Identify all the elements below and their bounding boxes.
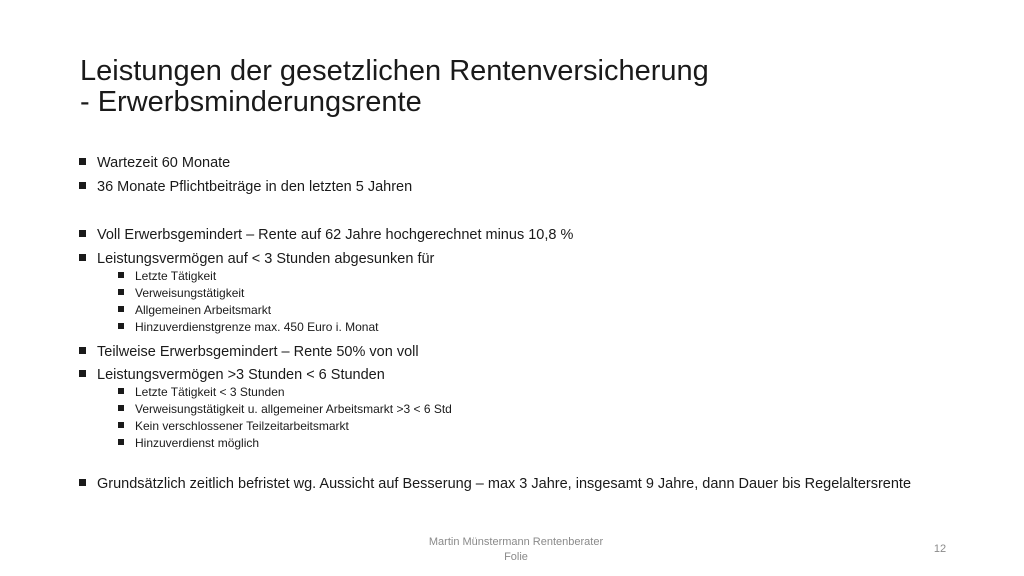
footer-label: Folie <box>504 551 528 563</box>
sub-list-item-text: Letzte Tätigkeit < 3 Stunden <box>135 385 285 399</box>
square-bullet-icon <box>79 254 86 261</box>
list-item-text: Voll Erwerbsgemindert – Rente auf 62 Jahre hochgerechnet minus 10,8 % <box>97 227 574 243</box>
sub-list-item-text: Letzte Tätigkeit <box>135 269 217 283</box>
square-bullet-icon <box>118 323 124 329</box>
square-bullet-icon <box>79 370 86 377</box>
sub-list-item-text: Hinzuverdienst möglich <box>135 436 260 450</box>
sub-list-item-text: Verweisungstätigkeit <box>135 286 245 300</box>
sub-list-item-text: Hinzuverdienstgrenze max. 450 Euro i. Monat <box>135 320 379 334</box>
list-item-text: Grundsätzlich zeitlich befristet wg. Aussicht auf Besserung – max 3 Jahre, insgesamt 9 Jahre, dann Dauer bis Regelaltersrente <box>97 476 912 492</box>
square-bullet-icon <box>118 439 124 445</box>
slide-title-line-1: Leistungen der gesetzlichen Rentenversicherung <box>80 55 709 87</box>
sub-list-item-text: Allgemeinen Arbeitsmarkt <box>135 303 272 317</box>
sub-list-item-text: Kein verschlossener Teilzeitarbeitsmarkt <box>135 419 349 433</box>
square-bullet-icon <box>118 405 124 411</box>
square-bullet-icon <box>79 182 86 189</box>
square-bullet-icon <box>118 422 124 428</box>
square-bullet-icon <box>79 158 86 165</box>
sub-list-item-text: Verweisungstätigkeit u. allgemeiner Arbeitsmarkt >3 < 6 Std <box>135 402 452 416</box>
list-item-text: 36 Monate Pflichtbeiträge in den letzten 5 Jahren <box>97 179 413 195</box>
list-item-text: Leistungsvermögen >3 Stunden < 6 Stunden <box>97 367 385 383</box>
page-number: 12 <box>933 543 947 555</box>
square-bullet-icon <box>79 479 86 486</box>
square-bullet-icon <box>79 347 86 354</box>
list-item-text: Leistungsvermögen auf < 3 Stunden abgesunken für <box>97 251 435 267</box>
slide-title-line-2: - Erwerbsminderungsrente <box>80 86 422 118</box>
list-item-text: Wartezeit 60 Monate <box>97 155 231 171</box>
footer <box>400 535 632 565</box>
footer-author: Martin Münstermann Rentenberater <box>428 536 604 548</box>
square-bullet-icon <box>118 306 124 312</box>
square-bullet-icon <box>118 289 124 295</box>
square-bullet-icon <box>79 230 86 237</box>
list-item-text: Teilweise Erwerbsgemindert – Rente 50% von voll <box>97 344 419 360</box>
square-bullet-icon <box>118 272 124 278</box>
square-bullet-icon <box>118 388 124 394</box>
